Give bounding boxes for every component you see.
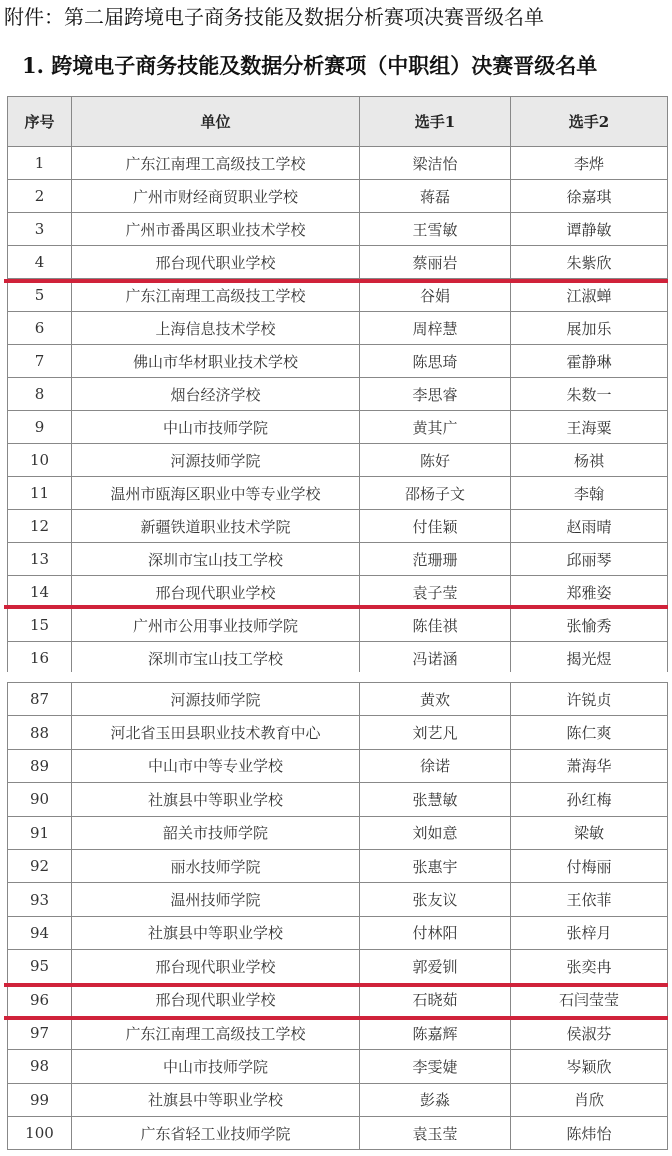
cell-index: 15 — [8, 609, 72, 642]
cell-player-2: 萧海华 — [511, 749, 668, 782]
cell-player-1: 付佳颖 — [360, 510, 511, 543]
cell-index: 3 — [8, 213, 72, 246]
cell-index: 95 — [8, 950, 72, 983]
cell-unit: 广东江南理工高级技工学校 — [72, 279, 360, 312]
cell-player-2: 徐嘉琪 — [511, 180, 668, 213]
table-row — [8, 683, 668, 716]
table-row — [8, 510, 668, 543]
cell-unit: 广州市财经商贸职业学校 — [72, 180, 360, 213]
cell-index: 11 — [8, 477, 72, 510]
cell-unit: 温州市瓯海区职业中等专业学校 — [72, 477, 360, 510]
cell-player-2: 展加乐 — [511, 312, 668, 345]
cell-player-1: 李雯婕 — [360, 1050, 511, 1083]
cell-player-2: 张愉秀 — [511, 609, 668, 642]
highlight-line-row-95 — [4, 983, 668, 987]
cell-index: 10 — [8, 444, 72, 477]
cell-index: 6 — [8, 312, 72, 345]
cell-player-2: 揭光煜 — [511, 642, 668, 675]
table-row — [8, 849, 668, 882]
cell-index: 94 — [8, 916, 72, 949]
cell-index: 91 — [8, 816, 72, 849]
cell-unit: 中山市技师学院 — [72, 1050, 360, 1083]
cell-player-1: 刘艺凡 — [360, 716, 511, 749]
cell-player-2: 霍静琳 — [511, 345, 668, 378]
cell-index: 1 — [8, 147, 72, 180]
cell-index: 4 — [8, 246, 72, 279]
cell-player-2: 谭静敏 — [511, 213, 668, 246]
cell-unit: 河源技师学院 — [72, 444, 360, 477]
cell-player-2: 李翰 — [511, 477, 668, 510]
cell-player-2: 张奕冉 — [511, 950, 668, 983]
cell-player-2: 王依菲 — [511, 883, 668, 916]
header-index: 序号 — [8, 97, 72, 147]
table-row — [8, 1117, 668, 1150]
cell-index: 99 — [8, 1083, 72, 1116]
cell-player-1: 范珊珊 — [360, 543, 511, 576]
cell-player-2: 赵雨晴 — [511, 510, 668, 543]
cell-player-1: 谷娟 — [360, 279, 511, 312]
cell-player-1: 徐诺 — [360, 749, 511, 782]
cell-index: 90 — [8, 783, 72, 816]
table-row — [8, 444, 668, 477]
highlight-line-row-96 — [4, 1016, 668, 1020]
table-row — [8, 1083, 668, 1116]
cell-unit: 邢台现代职业学校 — [72, 983, 360, 1016]
section-title: 1. 跨境电子商务技能及数据分析赛项（中职组）决赛晋级名单 — [22, 53, 598, 78]
table-row — [8, 983, 668, 1016]
cell-unit: 邢台现代职业学校 — [72, 950, 360, 983]
table-row — [8, 477, 668, 510]
cell-index: 14 — [8, 576, 72, 609]
table-row — [8, 279, 668, 312]
cell-index: 96 — [8, 983, 72, 1016]
table-row — [8, 312, 668, 345]
table-row — [8, 180, 668, 213]
cell-index: 12 — [8, 510, 72, 543]
cell-unit: 深圳市宝山技工学校 — [72, 642, 360, 675]
cell-index: 89 — [8, 749, 72, 782]
table-row — [8, 147, 668, 180]
table-row — [8, 883, 668, 916]
cell-player-1: 陈思琦 — [360, 345, 511, 378]
cell-player-2: 侯淑芬 — [511, 1016, 668, 1049]
cell-player-1: 张惠宇 — [360, 849, 511, 882]
cell-index: 93 — [8, 883, 72, 916]
cell-player-2: 朱紫欣 — [511, 246, 668, 279]
cell-player-2: 梁敏 — [511, 816, 668, 849]
cell-player-1: 蔡丽岩 — [360, 246, 511, 279]
header-unit: 单位 — [72, 97, 360, 147]
cell-player-1: 付林阳 — [360, 916, 511, 949]
table-row — [8, 576, 668, 609]
cell-unit: 佛山市华材职业技术学校 — [72, 345, 360, 378]
cell-player-1: 彭淼 — [360, 1083, 511, 1116]
cell-unit: 广州市番禺区职业技术学校 — [72, 213, 360, 246]
cell-player-1: 陈好 — [360, 444, 511, 477]
cell-player-1: 袁玉莹 — [360, 1117, 511, 1150]
table-row — [8, 411, 668, 444]
cell-player-2: 郑雅姿 — [511, 576, 668, 609]
cell-player-1: 王雪敏 — [360, 213, 511, 246]
cell-player-1: 陈嘉辉 — [360, 1016, 511, 1049]
cell-player-2: 许锐贞 — [511, 683, 668, 716]
cell-unit: 社旗县中等职业学校 — [72, 1083, 360, 1116]
cell-player-1: 梁洁怡 — [360, 147, 511, 180]
cell-index: 92 — [8, 849, 72, 882]
cell-unit: 社旗县中等职业学校 — [72, 916, 360, 949]
cell-unit: 河源技师学院 — [72, 683, 360, 716]
highlight-line-row-4 — [4, 279, 668, 283]
cell-index: 98 — [8, 1050, 72, 1083]
table-row — [8, 816, 668, 849]
cell-player-1: 郭爱钏 — [360, 950, 511, 983]
table-row — [8, 1050, 668, 1083]
cell-player-2: 王海粟 — [511, 411, 668, 444]
header-player-1: 选手1 — [360, 97, 511, 147]
table-row — [8, 950, 668, 983]
cell-unit: 丽水技师学院 — [72, 849, 360, 882]
cell-unit: 邢台现代职业学校 — [72, 246, 360, 279]
table-row — [8, 642, 668, 675]
cell-player-2: 朱数一 — [511, 378, 668, 411]
cell-player-1: 黄欢 — [360, 683, 511, 716]
cell-player-2: 陈炜怡 — [511, 1117, 668, 1150]
cell-index: 87 — [8, 683, 72, 716]
cell-player-1: 陈佳祺 — [360, 609, 511, 642]
cell-unit: 深圳市宝山技工学校 — [72, 543, 360, 576]
finalists-table-bottom — [7, 682, 668, 1150]
cell-unit: 中山市技师学院 — [72, 411, 360, 444]
table-row — [8, 213, 668, 246]
table-row — [8, 916, 668, 949]
table-row — [8, 749, 668, 782]
cell-unit: 社旗县中等职业学校 — [72, 783, 360, 816]
cell-player-2: 邱丽琴 — [511, 543, 668, 576]
cell-unit: 中山市中等专业学校 — [72, 749, 360, 782]
cell-index: 13 — [8, 543, 72, 576]
cell-index: 100 — [8, 1117, 72, 1150]
cell-index: 7 — [8, 345, 72, 378]
table-row — [8, 783, 668, 816]
cell-index: 97 — [8, 1016, 72, 1049]
table-row — [8, 609, 668, 642]
cell-player-1: 袁子莹 — [360, 576, 511, 609]
cell-player-2: 付梅丽 — [511, 849, 668, 882]
header-player-2: 选手2 — [511, 97, 668, 147]
cell-unit: 邢台现代职业学校 — [72, 576, 360, 609]
cell-player-2: 李烨 — [511, 147, 668, 180]
cell-unit: 广州市公用事业技师学院 — [72, 609, 360, 642]
cell-unit: 烟台经济学校 — [72, 378, 360, 411]
screenshot-seam — [0, 672, 672, 680]
cell-unit: 广东江南理工高级技工学校 — [72, 147, 360, 180]
cell-player-1: 冯诺涵 — [360, 642, 511, 675]
cell-player-1: 邵杨子文 — [360, 477, 511, 510]
table-row — [8, 716, 668, 749]
cell-player-2: 杨祺 — [511, 444, 668, 477]
cell-index: 5 — [8, 279, 72, 312]
cell-player-1: 张友议 — [360, 883, 511, 916]
table-row — [8, 1016, 668, 1049]
cell-player-1: 张慧敏 — [360, 783, 511, 816]
cell-player-1: 石晓茹 — [360, 983, 511, 1016]
cell-player-2: 孙红梅 — [511, 783, 668, 816]
cell-player-2: 石闫莹莹 — [511, 983, 668, 1016]
cell-player-1: 周梓慧 — [360, 312, 511, 345]
cell-unit: 广东省轻工业技师学院 — [72, 1117, 360, 1150]
cell-unit: 河北省玉田县职业技术教育中心 — [72, 716, 360, 749]
cell-player-2: 肖欣 — [511, 1083, 668, 1116]
table-header-row — [8, 97, 668, 147]
cell-player-1: 李思睿 — [360, 378, 511, 411]
cell-index: 88 — [8, 716, 72, 749]
attachment-heading: 附件：第二届跨境电子商务技能及数据分析赛项决赛晋级名单 — [4, 5, 544, 29]
cell-player-1: 黄其广 — [360, 411, 511, 444]
cell-index: 8 — [8, 378, 72, 411]
table-row — [8, 543, 668, 576]
cell-player-1: 刘如意 — [360, 816, 511, 849]
cell-unit: 广东江南理工高级技工学校 — [72, 1016, 360, 1049]
table-row — [8, 378, 668, 411]
cell-player-1: 蒋磊 — [360, 180, 511, 213]
cell-unit: 上海信息技术学校 — [72, 312, 360, 345]
cell-player-2: 陈仁爽 — [511, 716, 668, 749]
finalists-table-top — [7, 96, 668, 675]
table-row — [8, 246, 668, 279]
cell-unit: 韶关市技师学院 — [72, 816, 360, 849]
cell-index: 2 — [8, 180, 72, 213]
cell-player-2: 张梓月 — [511, 916, 668, 949]
cell-index: 9 — [8, 411, 72, 444]
cell-index: 16 — [8, 642, 72, 675]
cell-player-2: 江淑蝉 — [511, 279, 668, 312]
cell-unit: 新疆铁道职业技术学院 — [72, 510, 360, 543]
highlight-line-row-14 — [4, 605, 668, 609]
cell-unit: 温州技师学院 — [72, 883, 360, 916]
cell-player-2: 岑颖欣 — [511, 1050, 668, 1083]
table-row — [8, 345, 668, 378]
